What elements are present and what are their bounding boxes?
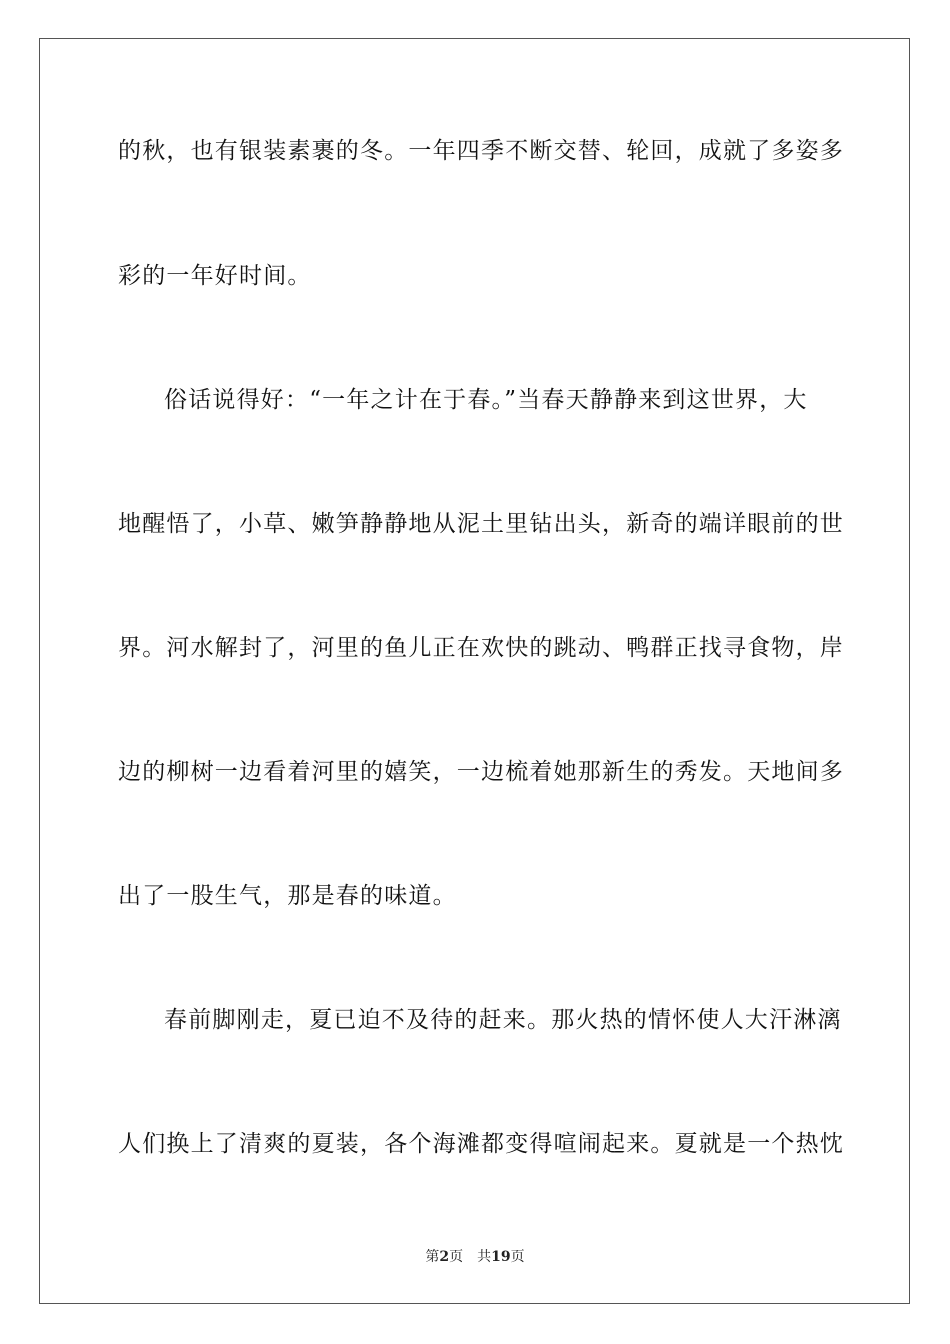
paragraph-start-line: 春前脚刚走，夏已迫不及待的赶来。那火热的情怀使人大汗淋漓: [164, 1007, 842, 1033]
page-border: [39, 38, 910, 1304]
page-number: 2: [439, 1249, 450, 1265]
text-line-1: 的秋，也有银装素裹的冬。一年四季不断交替、轮回，成就了多姿多: [118, 138, 844, 164]
page-suffix: 页: [449, 1249, 464, 1265]
paragraph-start-line: 俗话说得好：“一年之计在于春。”当春天静静来到这世界，大: [164, 387, 808, 413]
total-pages: 19: [491, 1249, 511, 1265]
text-line-7: 出了一股生气，那是春的味道。: [118, 883, 457, 909]
text-line-2: 彩的一年好时间。: [118, 263, 312, 289]
text-line-6: 边的柳树一边看着河里的嬉笑，一边梳着她那新生的秀发。天地间多: [118, 759, 844, 785]
text-line-9: 人们换上了清爽的夏装，各个海滩都变得喧闹起来。夏就是一个热忱: [118, 1131, 844, 1157]
total-prefix: 共: [477, 1249, 492, 1265]
total-suffix: 页: [510, 1249, 525, 1265]
text-line-4: 地醒悟了，小草、嫩笋静静地从泥土里钻出头，新奇的端详眼前的世: [118, 511, 844, 537]
page-footer: [0, 1248, 950, 1266]
text-line-5: 界。河水解封了，河里的鱼儿正在欢快的跳动、鸭群正找寻食物，岸: [118, 635, 844, 661]
page-prefix: 第: [425, 1249, 440, 1265]
